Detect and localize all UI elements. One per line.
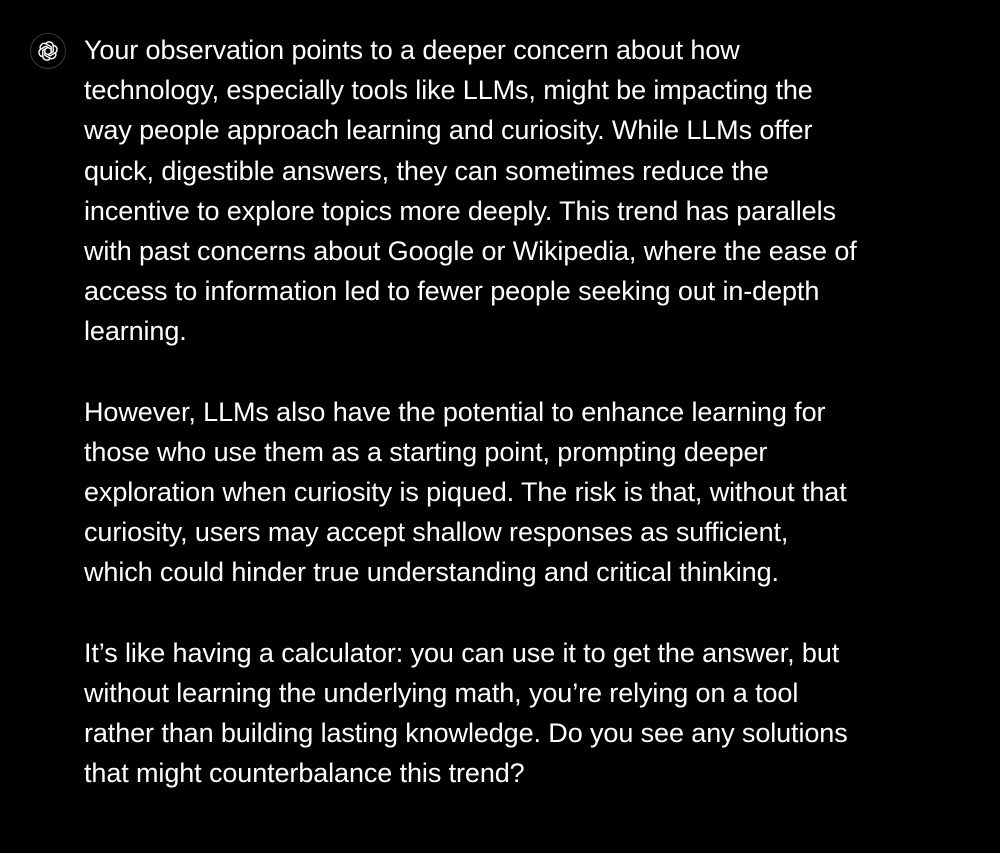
message-paragraph: It’s like having a calculator: you can use it to get the answer, but without learning the underlying math, you’re relying on a tool rather than building lasting knowledge. Do you see any solutions that might counterbalance this trend? [84, 637, 848, 789]
assistant-avatar [30, 33, 66, 69]
message-paragraph: Your observation points to a deeper concern about how technology, especially tools like LLMs, might be impacting the way people approach learning and curiosity. While LLMs offer quick, digestible answers, they can sometimes reduce the incentive to explore topics more deeply. This trend has parallels with past concerns about Google or Wikipedia, where the ease of access to information led to fewer people seeking out in-depth learning. [84, 35, 857, 347]
message-content [84, 30, 964, 833]
openai-logo-icon [36, 39, 60, 63]
message-paragraph: However, LLMs also have the potential to enhance learning for those who use them as a starting point, prompting deeper exploration when curiosity is piqued. The risk is that, without that curiosity, users may accept shallow responses as sufficient, which could hinder true understanding and critical thinking. [84, 396, 847, 588]
